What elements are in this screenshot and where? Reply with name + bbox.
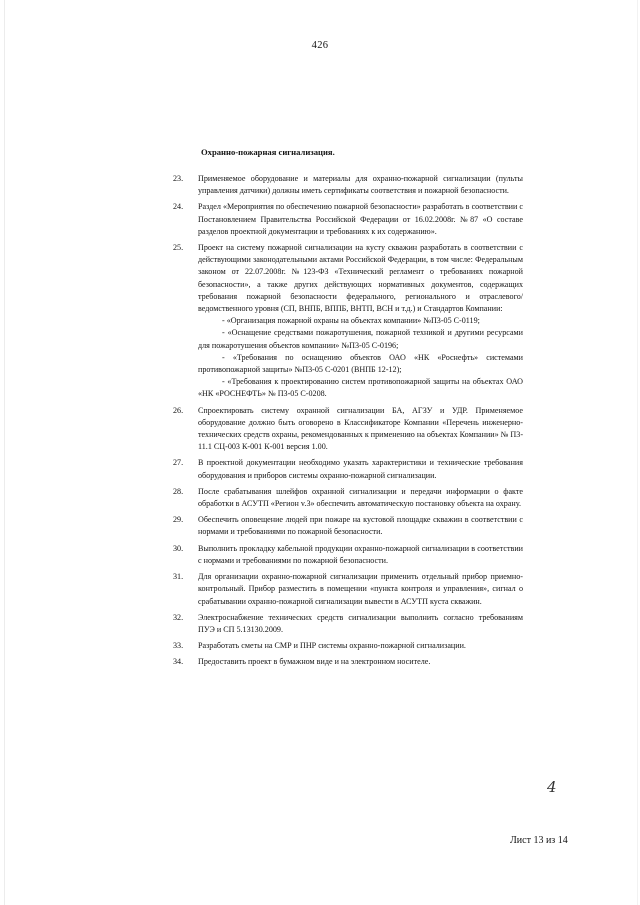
- item-number: 25.: [173, 243, 184, 253]
- item-number: 26.: [173, 405, 184, 415]
- item-number: 23.: [173, 174, 184, 183]
- list-item: [173, 571, 523, 608]
- item-paragraph: Раздел «Мероприятия по обеспечению пожарной безопасности» разработать в соответствии с Постановлением Правительства Российской Федерации от 16.02.2008г. №87 «О составе разделов проектной документации и требованиях к их содержанию».: [198, 202, 523, 236]
- item-text: [198, 457, 523, 481]
- list-item: [173, 405, 523, 454]
- item-number: 24.: [173, 202, 184, 212]
- item-number: 28.: [173, 486, 184, 496]
- list-item: [173, 457, 523, 481]
- item-number: 33.: [173, 641, 184, 651]
- item-subpoint: - «Оснащение средствами пожаротушения, пожарной техникой и другими ресурсами для пожаротушения объектов компании» №П3-05 С-0196;: [198, 328, 523, 350]
- item-paragraph: Проект на систему пожарной сигнализации на кусту скважин разработать в соответствии с действующими законодательными актами Российской Федерации, в том числе: Федеральным законом от 22.07.2008г. №123-ФЗ «Технический регламент о требованиях пожарной безопасности», а также других действующих нормативных документов, содержащих требования пожарной безопасности федерального, регионального и отраслевого/ведомственного уровня (СП, ВНПБ, ВППБ, ВНТП, ВСН и т.д.) и Стандартов Компании:: [198, 243, 523, 314]
- scan-edge-right: [637, 0, 638, 905]
- item-text: [198, 543, 523, 567]
- item-text: [198, 486, 523, 510]
- list-item: [173, 656, 523, 668]
- item-number: 27.: [173, 458, 184, 468]
- list-item: [173, 486, 523, 510]
- item-number: 30.: [173, 543, 184, 553]
- item-text: [198, 201, 523, 238]
- sheet-label: Лист 13 из 14: [510, 835, 568, 846]
- item-text: [198, 640, 523, 652]
- item-paragraph: Применяемое оборудование и материалы для охранно-пожарной сигнализации (пульты управления датчики) должны иметь сертификаты соответствия и пожарной безопасности.: [198, 174, 523, 196]
- item-paragraph: Выполнить прокладку кабельной продукции охранно-пожарной сигнализации в соответствии с нормами и требованиями по пожарной безопасности.: [198, 543, 523, 565]
- item-text: [198, 242, 523, 401]
- item-text: [198, 656, 523, 668]
- page-number: 426: [311, 40, 329, 51]
- list-item: [173, 612, 523, 636]
- item-paragraph: Спроектировать систему охранной сигнализации БА, АГЗУ и УДР. Применяемое оборудование должно быть оговорено в Классификаторе Компании «Перечень инженерно-технических средств охраны, рекомендованных к применению на объектах Компании» № П3-11.1 СЦ-003 К-001 К-001 версия 1.00.: [198, 405, 524, 452]
- item-number: 32.: [173, 612, 184, 622]
- item-paragraph: Разработать сметы на СМР и ПНР системы охранно-пожарной сигнализации.: [198, 641, 466, 651]
- list-item: [173, 640, 523, 652]
- item-number: 29.: [173, 515, 184, 525]
- item-number: 31.: [173, 572, 184, 582]
- item-subpoint: - «Организация пожарной охраны на объектах компании» №П3-05 С-0119;: [222, 316, 480, 326]
- section-title: Охранно-пожарная сигнализация.: [201, 147, 335, 157]
- list-item: [173, 201, 523, 238]
- item-paragraph: Предоставить проект в бумажном виде и на электронном носителе.: [198, 657, 431, 667]
- item-paragraph: В проектной документации необходимо указать характеристики и технические требования оборудования и приборов системы охранно-пожарной сигнализации.: [198, 458, 523, 480]
- item-number: 34.: [173, 657, 184, 667]
- list-item: [173, 173, 523, 197]
- item-paragraph: Электроснабжение технических средств сигнализации выполнить согласно требованиям ПУЭ и СП 5.13130.2009.: [198, 612, 523, 634]
- list-item: [173, 543, 523, 567]
- item-paragraph: Для организации охранно-пожарной сигнализации применить отдельный прибор приемно-контрольный. Прибор разместить в помещении «пункта контроля и управления», сигнал о срабатывании охранно-пожарной сигнализации вывести в АСУТП куста скважин.: [198, 572, 523, 606]
- item-text: [198, 571, 523, 608]
- item-paragraph: Обеспечить оповещение людей при пожаре на кустовой площадке скважин в соответствии с нормами и требованиями по пожарной безопасности.: [198, 515, 523, 537]
- requirements-list: [173, 173, 523, 673]
- item-text: [198, 405, 523, 454]
- item-subpoint: - «Требования к проектированию систем противопожарной защиты на объектах ОАО «НК «РОСНЕФТЬ» № П3-05 С-0208.: [198, 377, 523, 399]
- list-item: [173, 514, 523, 538]
- scan-edge-left: [4, 0, 5, 905]
- item-text: [198, 173, 523, 197]
- item-text: [198, 612, 523, 636]
- item-paragraph: После срабатывания шлейфов охранной сигнализации и передачи информации о факте обработки в АСУТП «Регион v.3» обеспечить автоматическую постановку объекта на охрану.: [198, 486, 523, 509]
- item-text: [198, 514, 523, 538]
- handwritten-mark: 4: [547, 778, 557, 796]
- list-item: [173, 242, 523, 401]
- item-subpoint: - «Требования по оснащению объектов ОАО «НК «Роснефть» системами противопожарной защиты» №П3-05 С-0201 (ВНПБ 12-12);: [198, 352, 523, 375]
